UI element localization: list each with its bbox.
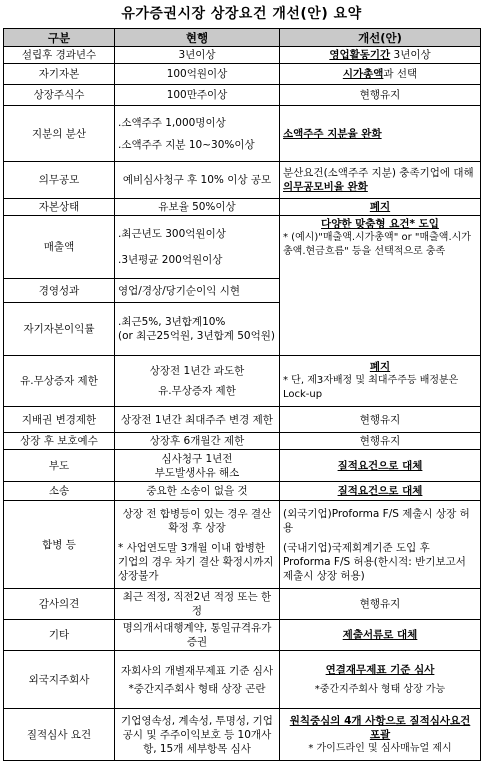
proposed-highlight: 폐지 — [369, 201, 391, 213]
row-proposed: 현행유지 — [280, 589, 481, 620]
row-category: 매출액 — [4, 216, 115, 279]
current-line: .최근5%, 3년합계10% — [118, 316, 226, 328]
table-row — [4, 47, 481, 64]
table-row — [4, 482, 481, 501]
row-current: 명의개서대행계약, 통일규격유가증권 — [115, 620, 280, 651]
table-row — [4, 709, 481, 761]
current-note: *중간지주회사 형태 상장 곤란 — [128, 682, 266, 695]
header-category: 구분 — [4, 29, 115, 47]
row-category: 감사의견 — [4, 589, 115, 620]
row-category: 설립후 경과년수 — [4, 47, 115, 64]
row-proposed: 현행유지 — [280, 407, 481, 433]
listing-requirements-table — [3, 28, 481, 761]
row-proposed — [280, 620, 481, 651]
row-current — [115, 356, 280, 407]
row-current: 영업/경상/당기순이익 시현 — [115, 279, 280, 303]
row-category: 상장 후 보호예수 — [4, 433, 115, 450]
row-category: 자기자본 — [4, 64, 115, 85]
current-line: 부도발생사유 해소 — [154, 466, 240, 479]
table-row — [4, 620, 481, 651]
current-line: .3년평균 200억원이상 — [118, 254, 223, 266]
current-line: (or 최근25억원, 3년합계 50억원) — [118, 330, 275, 342]
current-line: 상장전 1년간 과도한 — [149, 365, 245, 377]
proposed-highlight: 다양한 맞춤형 요건* 도입 — [321, 218, 439, 230]
row-category: 기타 — [4, 620, 115, 651]
row-current: 100만주이상 — [115, 85, 280, 106]
proposed-highlight: 연결재무제표 기준 심사 — [325, 663, 435, 676]
row-category: 질적심사 요건 — [4, 709, 115, 761]
row-proposed — [280, 199, 481, 216]
table-row — [4, 216, 481, 279]
table-row — [4, 162, 481, 199]
row-category: 의무공모 — [4, 162, 115, 199]
row-proposed — [280, 501, 481, 589]
table-row — [4, 64, 481, 85]
current-line: 심사청구 1년전 — [161, 452, 233, 465]
row-category: 유.무상증자 제한 — [4, 356, 115, 407]
row-current: 중요한 소송이 없을 것 — [115, 482, 280, 501]
proposed-highlight: 시가총액 — [342, 68, 384, 80]
proposed-highlight: 제출서류로 대체 — [342, 629, 418, 641]
proposed-highlight: 소액주주 지분율 완화 — [283, 127, 382, 140]
table-row — [4, 501, 481, 589]
row-proposed — [280, 356, 481, 407]
row-proposed — [280, 709, 481, 761]
table-row — [4, 433, 481, 450]
table-row — [4, 407, 481, 433]
current-line: 유.무상증자 제한 — [158, 385, 236, 397]
row-current — [115, 216, 280, 279]
proposed-highlight: 의무공모비율 완화 — [283, 181, 368, 193]
table-row — [4, 589, 481, 620]
proposed-highlight: 질적요건으로 대체 — [337, 485, 423, 497]
proposed-text: 분산요건(소액주주 지분) 충족기업에 대해 — [283, 167, 474, 179]
row-current — [115, 651, 280, 709]
current-note: * 사업연도말 3개월 이내 합병한 기업의 경우 차기 결산 확정시까지 상장불가 — [118, 541, 274, 582]
row-category: 외국지주회사 — [4, 651, 115, 709]
proposed-note: * (예시)"매출액.시가총액" or "매출액.시가총액.현금흐름" 등을 선택적으로 충족 — [283, 232, 471, 257]
table-row — [4, 450, 481, 482]
row-proposed — [280, 216, 481, 356]
proposed-highlight: 폐지 — [369, 361, 391, 373]
proposed-line: (국내기업)국제회계기준 도입 후 Proforma F/S 허용(한시적: 반기보고서 제출시 상장 허용) — [283, 541, 466, 582]
row-current — [115, 501, 280, 589]
header-proposed: 개선(안) — [280, 29, 481, 47]
proposed-note: * 가이드라인 및 심사매뉴얼 제시 — [308, 742, 452, 754]
row-category: 부도 — [4, 450, 115, 482]
row-current — [115, 106, 280, 162]
current-line: .소액주주 지분 10~30%이상 — [118, 138, 255, 151]
row-category: 소송 — [4, 482, 115, 501]
row-proposed — [280, 47, 481, 64]
proposed-highlight: 영업활동기간 — [329, 49, 391, 61]
page-title: 유가증권시장 상장요건 개선(안) 요약 — [121, 6, 362, 22]
row-current: 기업영속성, 계속성, 투명성, 기업공시 및 주주이익보호 등 10개사항, 15개 세부항목 심사 — [115, 709, 280, 761]
row-proposed — [280, 482, 481, 501]
table-row — [4, 106, 481, 162]
proposed-highlight: 질적요건으로 대체 — [337, 459, 423, 472]
row-current: 상장후 6개월간 제한 — [115, 433, 280, 450]
proposed-text: 3년이상 — [390, 49, 431, 61]
row-category: 자본상태 — [4, 199, 115, 216]
row-current: 3년이상 — [115, 47, 280, 64]
row-category: 자기자본이익률 — [4, 303, 115, 356]
row-current: 100억원이상 — [115, 64, 280, 85]
row-proposed: 현행유지 — [280, 433, 481, 450]
header-current: 현행 — [115, 29, 280, 47]
row-current — [115, 450, 280, 482]
header-row — [4, 29, 481, 47]
table-row — [4, 85, 481, 106]
proposed-note: *중간지주회사 형태 상장 가능 — [314, 683, 446, 695]
row-current: 상장전 1년간 최대주주 변경 제한 — [115, 407, 280, 433]
row-category: 경영성과 — [4, 279, 115, 303]
current-line: .최근년도 300억원이상 — [118, 228, 226, 240]
row-category: 합병 등 — [4, 501, 115, 589]
current-line: .소액주주 1,000명이상 — [118, 116, 226, 129]
row-proposed — [280, 106, 481, 162]
table-row — [4, 199, 481, 216]
current-line: 자회사의 개별재무제표 기준 심사 — [120, 664, 273, 677]
row-proposed — [280, 450, 481, 482]
row-category: 지분의 분산 — [4, 106, 115, 162]
row-current: 최근 적정, 직전2년 적정 또는 한정 — [115, 589, 280, 620]
table-row — [4, 356, 481, 407]
row-category: 상장주식수 — [4, 85, 115, 106]
proposed-note: * 단, 제3자배정 및 최대주주등 배정분은 Lock-up — [283, 375, 459, 400]
row-current: 유보율 50%이상 — [115, 199, 280, 216]
row-proposed — [280, 64, 481, 85]
row-current — [115, 303, 280, 356]
row-proposed — [280, 651, 481, 709]
proposed-highlight: 원칙중심의 4개 사항으로 질적심사요건 포괄 — [289, 714, 471, 741]
proposed-line: (외국기업)Proforma F/S 제출시 상장 허용 — [283, 507, 470, 534]
row-category: 지배권 변경제한 — [4, 407, 115, 433]
proposed-text: 과 선택 — [383, 68, 418, 80]
current-line: 상장 전 합병등이 있는 경우 결산 확정 후 상장 — [122, 507, 272, 534]
row-current: 예비심사청구 후 10% 이상 공모 — [115, 162, 280, 199]
row-proposed — [280, 162, 481, 199]
row-proposed: 현행유지 — [280, 85, 481, 106]
table-row — [4, 651, 481, 709]
